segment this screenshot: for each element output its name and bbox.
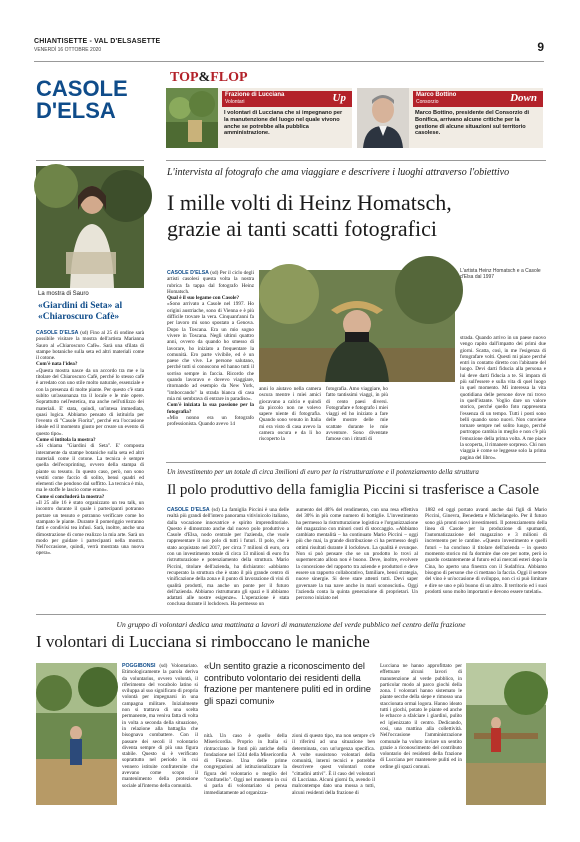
- sidebar-body: [36, 330, 144, 557]
- volunteers-column-2: nità. Un caso è quello della Misericordia. Proprio in Italia si rintracciano le fonti più antiche della fondazione nel 1244 della Misericordia di Firenze. Una delle prime congregazioni ad istituzionalizzare la figura del volontario o meglio del "confratello". Oggi nel momento in cui si parla di volontariato si pensa immediatamente ad organizza-: [204, 733, 287, 796]
- article-column-2: anni lo aiutavo nella camera oscura mentre i miei amici giocavano a calcio e quindi da piccolo non ne volevo sapere niente di fotografia. Quando sono venuto in Italia mi era visto di casa avevo la camera oscura e da lì ho riscoperto la: [259, 386, 321, 443]
- sidebar-caption: La mostra di Sauro: [38, 291, 89, 297]
- section-title-line2: D'ELSA: [36, 98, 116, 123]
- piccini-dateline: CASOLE D'ELSA: [167, 507, 210, 513]
- article-headline: [167, 190, 547, 242]
- sidebar-headline: «Giardini di Seta» al «Chiaroscuro Cafè»: [38, 301, 123, 322]
- volunteers-rule: [36, 614, 546, 615]
- volunteers-para: (sd) Volontariato. Etimologicamente la parola deriva da voluntarius, ovvero volontà, il riferimento del vocabolo latino si sviluppa al suo significato di propria volontà per impegnarsi in una campagna militare. Inizialmente non si trattava di una scelta permanente, ma veniva fatta di volta in volta a seconda della situazione, in relazione alla battaglia che bisognava combattere. Con il passare dei secoli il volontario diventa sempre di più una figura stabile. Questo si è verificato soprattutto nel periodo in cui vennero istituite confraternite che avevano come scopo il mantenimento della protezione sociale all'interno della comunità.: [122, 663, 198, 789]
- article-rule: [166, 160, 546, 161]
- article-para: «Mio nonno era un fotografo professionista. Quando avevo 14: [167, 414, 254, 428]
- sidebar-para: «Questa mostra nasce da un accordo tra me e la titolare del Chiaroscuro Cafè, perché lo stesso cafè è arredato con uno stile molto naturale, essenziale e con la presenza di molte piante. Per questo c'è stata subito un'assonanza tra il locale e le mie opere. Soprattutto nell'estetica, ma anche nell'utilizzo dei materiali. E' stata, quindi, un'intesa immediata, quasi logica. Abbiamo pensato di istituirla per l'evento di "Casole Fiorita", perché era l'occasione ideale ed il momento giusto per creare un evento di questo tipo».: [36, 367, 144, 437]
- piccini-kicker: Un investimento per un totale di circa 3milioni di euro per la ristrutturazione e il potenziamento della struttura: [167, 468, 479, 476]
- volunteers-column-1: [122, 663, 198, 805]
- volunteers-column-3: zioni di questo tipo, ma non sempre c'è il riferirsi ad una situazione ben determinata, con un'urgenza specifica. A volte sussistono volontari della comunità, interni tecnici e potrebbe descrivere quest volontari come "cittadini attivi". È il caso del volontari di Lucciana. Alcuni giorni fa, avendo il malcontempo dato una mossa a tutti, alcuni residenti della frazione di: [292, 733, 375, 796]
- top-text: I volontari di Lucciana che si impegnano per la manutenzione del luogo nel quale vivono anche se potrebbe alla pubblica amministrazione.: [224, 110, 343, 137]
- flop-text: Marco Bottino, presidente del Consorzio di Bonifica, arrivano alcune critiche per la gestione di alcune situazioni sul territorio casolese.: [415, 110, 530, 137]
- article-column-1: [167, 270, 254, 456]
- article-kicker: L'intervista al fotografo che ama viaggiare e descrivere i luoghi attraverso l'obiettivo: [167, 167, 510, 178]
- volunteers-kicker: Un gruppo di volontari dedica una mattinata a lavori di manutenzione del verde pubblico nel centro della frazione: [116, 620, 466, 629]
- piccini-column-2: aumento del 48% del rendimento, con una resa effettiva del 30% in più come numero di bottiglie. L'investimento ha permesso la ristrutturazione logistica e l'organizzazione del magazzino con minori costi di stoccaggio. «Abbiamo cambiato mentalità – ha continuato Mario Piccini – oggi più che mai, la grande distribuzione ci ha permesso degli ottimi risultati durante il lockdown. La qualità è ovunque. Non si può pensare che se un prodotto lo trovi al supermercato allora non è buono. Deve, inoltre, evolvere la concezione del rapporto tra aziende e produttori e deve essere un rapporto collaborativo, familiare, bensì strategia, nuove sinergie. Si deve stare attenti tutti. Devi saper governare la tua nave anche in mari sconosciuti». Oggi l'azienda conta la quinta generazione di proprietari. Un percorso iniziato nel: [296, 507, 418, 602]
- top-photo: [166, 88, 218, 148]
- top-name: Frazione di Lucciana: [225, 92, 285, 98]
- sidebar-question: Come si intitola la mostra?: [36, 437, 96, 444]
- top-label: TOP: [170, 70, 199, 85]
- newspaper-name: CHIANTISETTE - VAL D'ELSASETTE: [34, 38, 161, 45]
- article-para: (sd) Per il ciclo degli artisti casolesi questa volta la nostra rubrica fa tappa dal fotografo Heinz Homatsch.: [167, 270, 255, 295]
- sidebar-question: Come si concluderà la mostra?: [36, 493, 105, 500]
- article-question: Com'è iniziata la sua passione per la fotografia?: [167, 402, 254, 415]
- sidebar-question: Com'è nata l'idea?: [36, 361, 78, 368]
- volunteers-headline: I volontari di Lucciana si rimboccano le maniche: [36, 632, 370, 651]
- sidebar-dateline: CASOLE D'ELSA: [36, 330, 79, 336]
- article-column-4: strada. Quando arrivo in un paese nuovo vengo rapito dall'impatto dei primi due giorni. Scatta, così, in me l'esigenza di fotografare volti. Questi mi piace perché entri in contatto diretto con l'abitante del luogo. Devi darti fiducia alla persona e lui deve darti fiducia a te. Si impara di più sull'essere e sulla vita di quel luogo in quel momento. Mi interessa la vita quotidiana delle persone dove mi trovo in quell'istante. Voglio dare un valore storico, perché quello foto rappresenta l'essenza di un tempo. Tutti i posti sono belli quando sono nuovi. Non conviene tornare sempre nel solito luogo, perché purtroppo cambia in meglio e non c'è più l'emozione della prima volta. A me piace la scoperta, il rimanere sorpreso. Chi non viaggia è come se leggesse solo la prima pagina del libro».: [460, 335, 546, 461]
- top-flop-ampersand: &: [198, 70, 211, 85]
- homatsch-photo: [259, 270, 455, 382]
- article-dateline: CASOLE D'ELSA: [167, 270, 209, 276]
- flop-role: Consorzio: [416, 99, 439, 105]
- article-headline-line2: grazie ai tanti scatti fotografici: [167, 216, 437, 241]
- top-role: Volontari: [225, 99, 245, 105]
- piccini-column-3: 1882 ed oggi portato avanti anche dai figli di Mario Piccini, Ginevra, Benedetta e Michelangelo. Per il futuro sono già pronti nuovi investimenti. Il potenziamento della linea di Casole per la produzione di spumanti, l'automatizzazione del magazzino e 3 milioni di incremento per le cantine. «Questo investimento e quelli futuri – ha concluso il titolare dell'azienda – in questo momento storico mi fa dormire due ore per notte, però io guardo costantemente al futuro ed ai mercati esteri dopo la Cina, ho aperto una finestra con il Sudafrica. Abbiamo bisogno di persone che ci mettano la faccia. Oggi il settore del vino è un'occasione di sviluppo, non ci si può limitare e dire se uno e più buono di un altro. Il territorio ed i suoi prodotti sono molto importanti e devono essere tutelati».: [425, 507, 547, 595]
- volunteers-photo-2: [466, 663, 546, 805]
- flop-verdict: Down: [510, 92, 537, 104]
- section-title-line1: CASOLE: [36, 76, 128, 101]
- volunteers-photo: [36, 663, 117, 805]
- top-flop-title: [170, 70, 248, 86]
- flop-photo: [357, 88, 409, 148]
- volunteers-dateline: POGGIBONSI: [122, 663, 156, 669]
- piccini-headline: Il polo produttivo della famiglia Piccini si trasferisce a Casole: [167, 482, 539, 498]
- flop-name: Marco Bottino: [416, 92, 457, 98]
- flop-header: [413, 91, 543, 107]
- sauro-photo: [36, 166, 144, 288]
- masthead: [34, 38, 544, 62]
- article-column-3: fotografia. Amo viaggiare, ho fatto tantissimi viaggi, in più di cento paesi diversi. Fotografare e fotografo i miei viaggi ed ho iniziato a fare delle mostre delle mie scattate durante le mie avventure. Sono diventate famose con i ritratti di: [326, 386, 388, 443]
- sidebar-para: «Si chiama "Giardini di Seta". E' composta interamente da stampe botaniche sulla seta ed altri materiali come il cotone. La tecnica è sempre quella dell'ecoprinting, ovvero della stampa di piante su tessuto. In questo caso, però, non sono vestiti come faccio di solito, bensì quadri ed elementi che pendono dal soffitto. La tecnica è mia, ma le stoffe le lascio come erano».: [36, 443, 144, 494]
- article-question: Qual è il suo legame con Casole?: [167, 295, 240, 302]
- piccini-column-1: [167, 507, 289, 609]
- top-box: [166, 88, 352, 148]
- flop-label: FLOP: [210, 70, 248, 85]
- volunteers-column-4: Lucciana ne hanno approfittato per effettuare alcuni lavori di manutenzione al verde pubblico, in particolar modo al parco giochi della zona. I volontari hanno sistemato le piante secche della siepe e rimosso una staccionata ormai logora. Hanno ideato tutti i giochi, potato le piante ed anche le erbacce a sfalciare i giardini, pulito ed igienizzato il centro. Dedicando, così, una mattina alla collettività. Nell'occasione l'amministrazione comunale ha voluto inviare un sentito grazie a riconoscimento del contributo volontario dei residenti della frazione di Lucciana per mantenere puliti ed in ordine gli spazi comuni.: [380, 663, 462, 770]
- issue-date: VENERDÌ 16 OTTOBRE 2020: [34, 47, 102, 53]
- sidebar-rule: [36, 160, 144, 161]
- piccini-rule: [166, 462, 546, 463]
- section-title: [36, 78, 128, 122]
- flop-box: [357, 88, 543, 148]
- volunteers-pullquote: «Un sentito grazie a riconoscimento del contributo volontario dei residenti della frazione per mantenere puliti ed in ordine gli spazi comuni»: [204, 661, 372, 706]
- article-para: «Sono arrivato a Casole nel 1997. Ho origini austriache, sono di Vienna e è più difficile trovare la vera. Cinquant'anni fa per lavoro mi sono spostato a Genova. Dopo la Toscana. Era un mio sogno vivere in Toscana. Negli ultimi quattro anni, ovvero da quando ho smesso di lavorare, ho iniziato a frequentare la comunità. Ero parte vivibile, ed è un paese che vive. Le persone salutano, perché tutti si conoscono ed hanno tutti il sorriso sempre in faccia. Ricordo che quando lavoravo e dovevo viaggiare, ritornando ad esempio da New York, "imboccando" la strada bianca di casa mia mi sembrava di entrare in paradiso».: [167, 301, 254, 402]
- page-number: 9: [537, 40, 544, 54]
- top-header: [222, 91, 352, 107]
- top-verdict: Up: [332, 92, 346, 104]
- piccini-para: (sd) La famiglia Piccini è una delle realtà più grandi dell'intero panorama vitivinicolo italiano, dalla vocazione innovatrice e spirito imprenditoriale. Questo è dimostrato anche dal nuovo polo produttivo a Casole d'Elsa, nodo centrale per l'azienda, che vuole rappresentare il suo polo di tutti i futuri. Il polo, che è stato acquistato nel 2017, per circa 7 milioni di euro, ora con un investimento totale di circa 13 milioni di euro fra ristrutturazione e potenziamento della struttura. Mario Piccini, titolare dell'azienda, ha dichiarato: «abbiamo recuperato la struttura che è stato il più grande centro di vinificazione della zona e il punto di lavorazione di vini di qualità prodotti, ma anche un ponte per il futuro dell'azienda. Abbiamo ristrutturato gli spazi e li abbiamo adattati alle nostre esigenze». L'operazione è stata conclusa durante il lockdown. Ha permesso un: [167, 507, 290, 608]
- portrait-caption: L'artista Heinz Homatsch e a Casole d'Elsa dal 1997: [460, 268, 541, 280]
- sidebar-para: «Il 25 alle 16 è stato organizzato un tea talk, un incontro durante il quale i partecipanti potranno portare un tessuto e potranno verificare come ho stampato le piante. Durante il pomeriggio verranno fatti e condivisi tea infusi. Sarà, inoltre, anche una dimostrazione di come realizzo la mia arte. Sarà un modo per guidare i partecipanti nella mostra. Nell'occasione, quindi, verrà mostrata una nuova opera».: [36, 500, 144, 557]
- article-headline-line1: I mille volti di Heinz Homatsch,: [167, 190, 452, 215]
- sidebar-para: (sd) Fino al 25 di ondine sarà possibile visitare la mostra dell'artista Marianna Sauro al «Chiaroscuro Cafè». Sarà una sfilata di stampe botaniche sulla seta ed altri materiali come il cotone.: [36, 330, 144, 362]
